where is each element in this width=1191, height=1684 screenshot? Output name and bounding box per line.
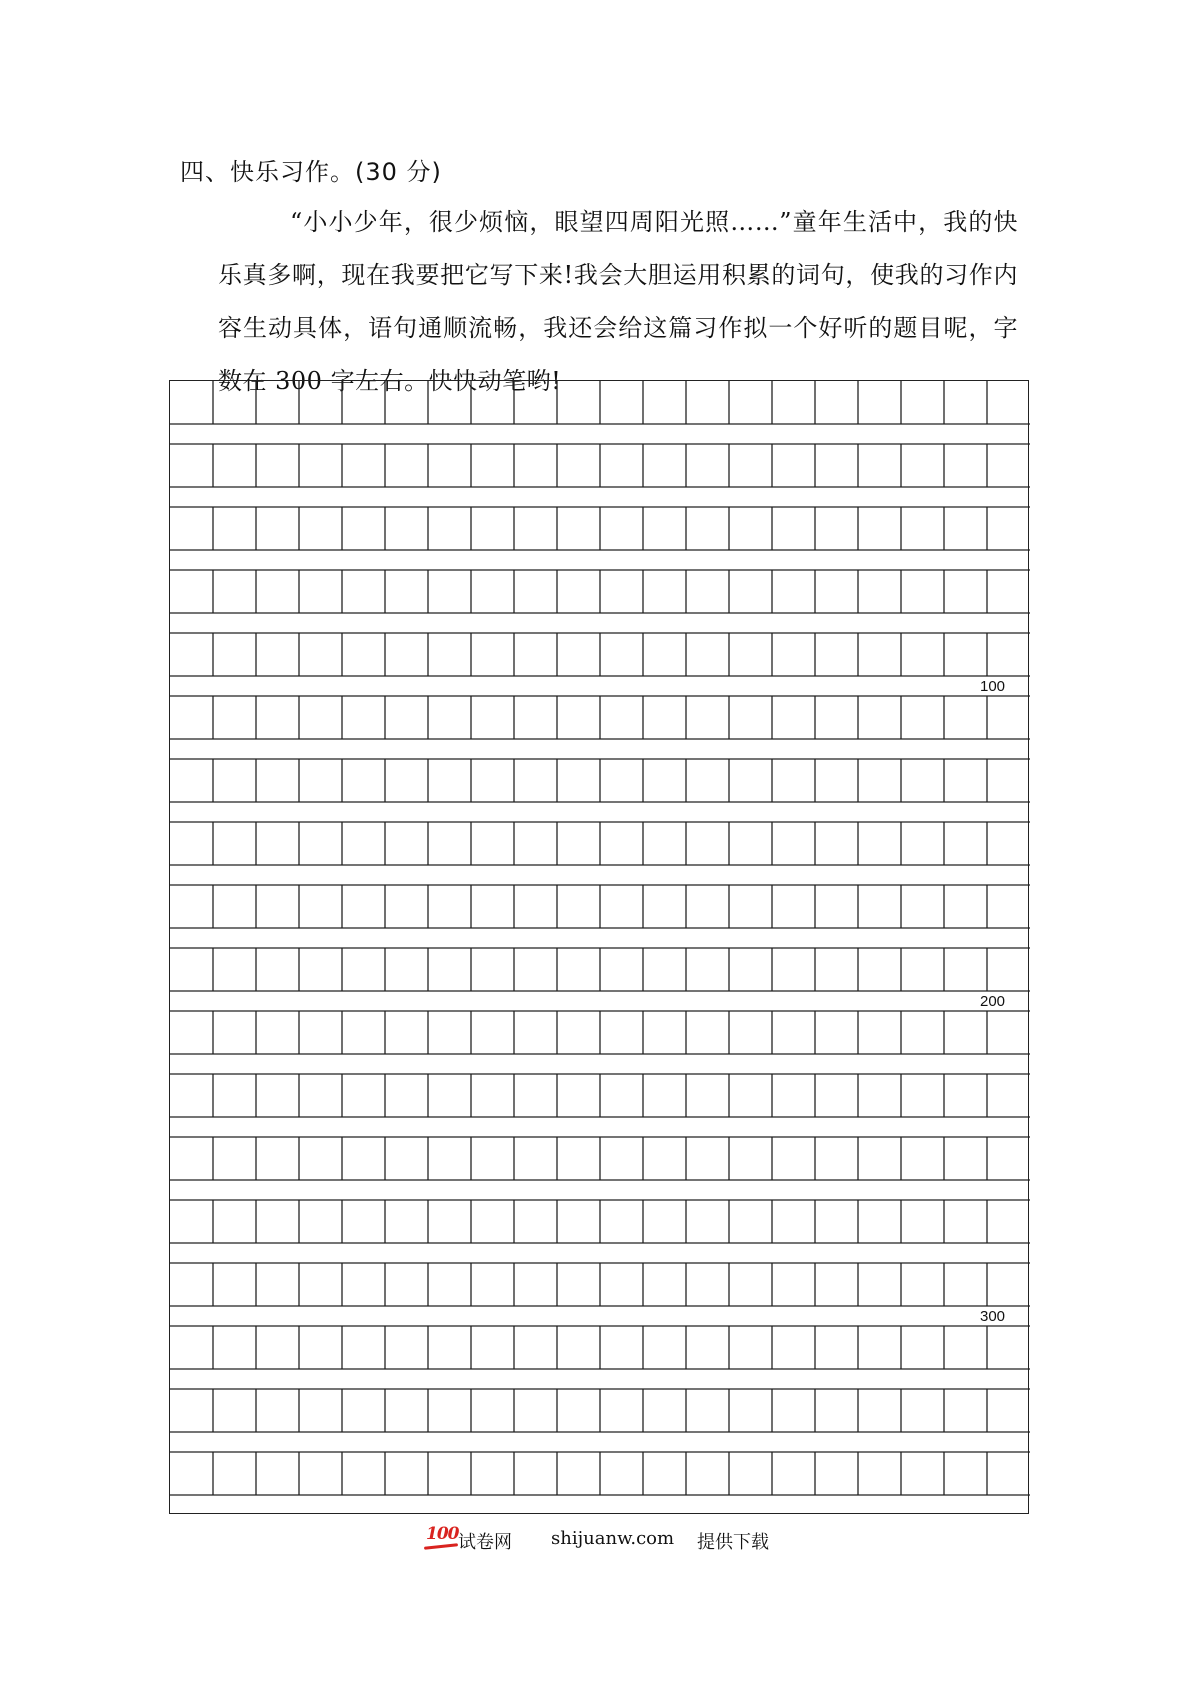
word-count-300: 300 bbox=[980, 1308, 1006, 1325]
section-heading: 四、快乐习作。(30 分) bbox=[180, 158, 442, 186]
footer-site-name: 试卷网 bbox=[458, 1532, 512, 1553]
footer bbox=[0, 1524, 1191, 1558]
writing-grid bbox=[169, 380, 1029, 1514]
grid-lines bbox=[170, 381, 1030, 1515]
logo-swoosh bbox=[424, 1543, 458, 1550]
writing-prompt: “小小少年，很少烦恼，眼望四周阳光照……”童年生活中，我的快乐真多啊，现在我要把它写下来!我会大胆运用积累的词句，使我的习作内容生动具体，语句通顺流畅，我还会给这篇习作拟一个好听的题目呢，字数在 300 字左右。快快动笔哟! bbox=[218, 208, 1018, 395]
footer-url: shijuanw.com bbox=[551, 1528, 675, 1549]
footer-provide-text: 提供下载 bbox=[697, 1532, 769, 1553]
word-count-200: 200 bbox=[980, 993, 1006, 1010]
word-count-100: 100 bbox=[980, 678, 1006, 695]
site-logo: 100 bbox=[426, 1524, 459, 1544]
